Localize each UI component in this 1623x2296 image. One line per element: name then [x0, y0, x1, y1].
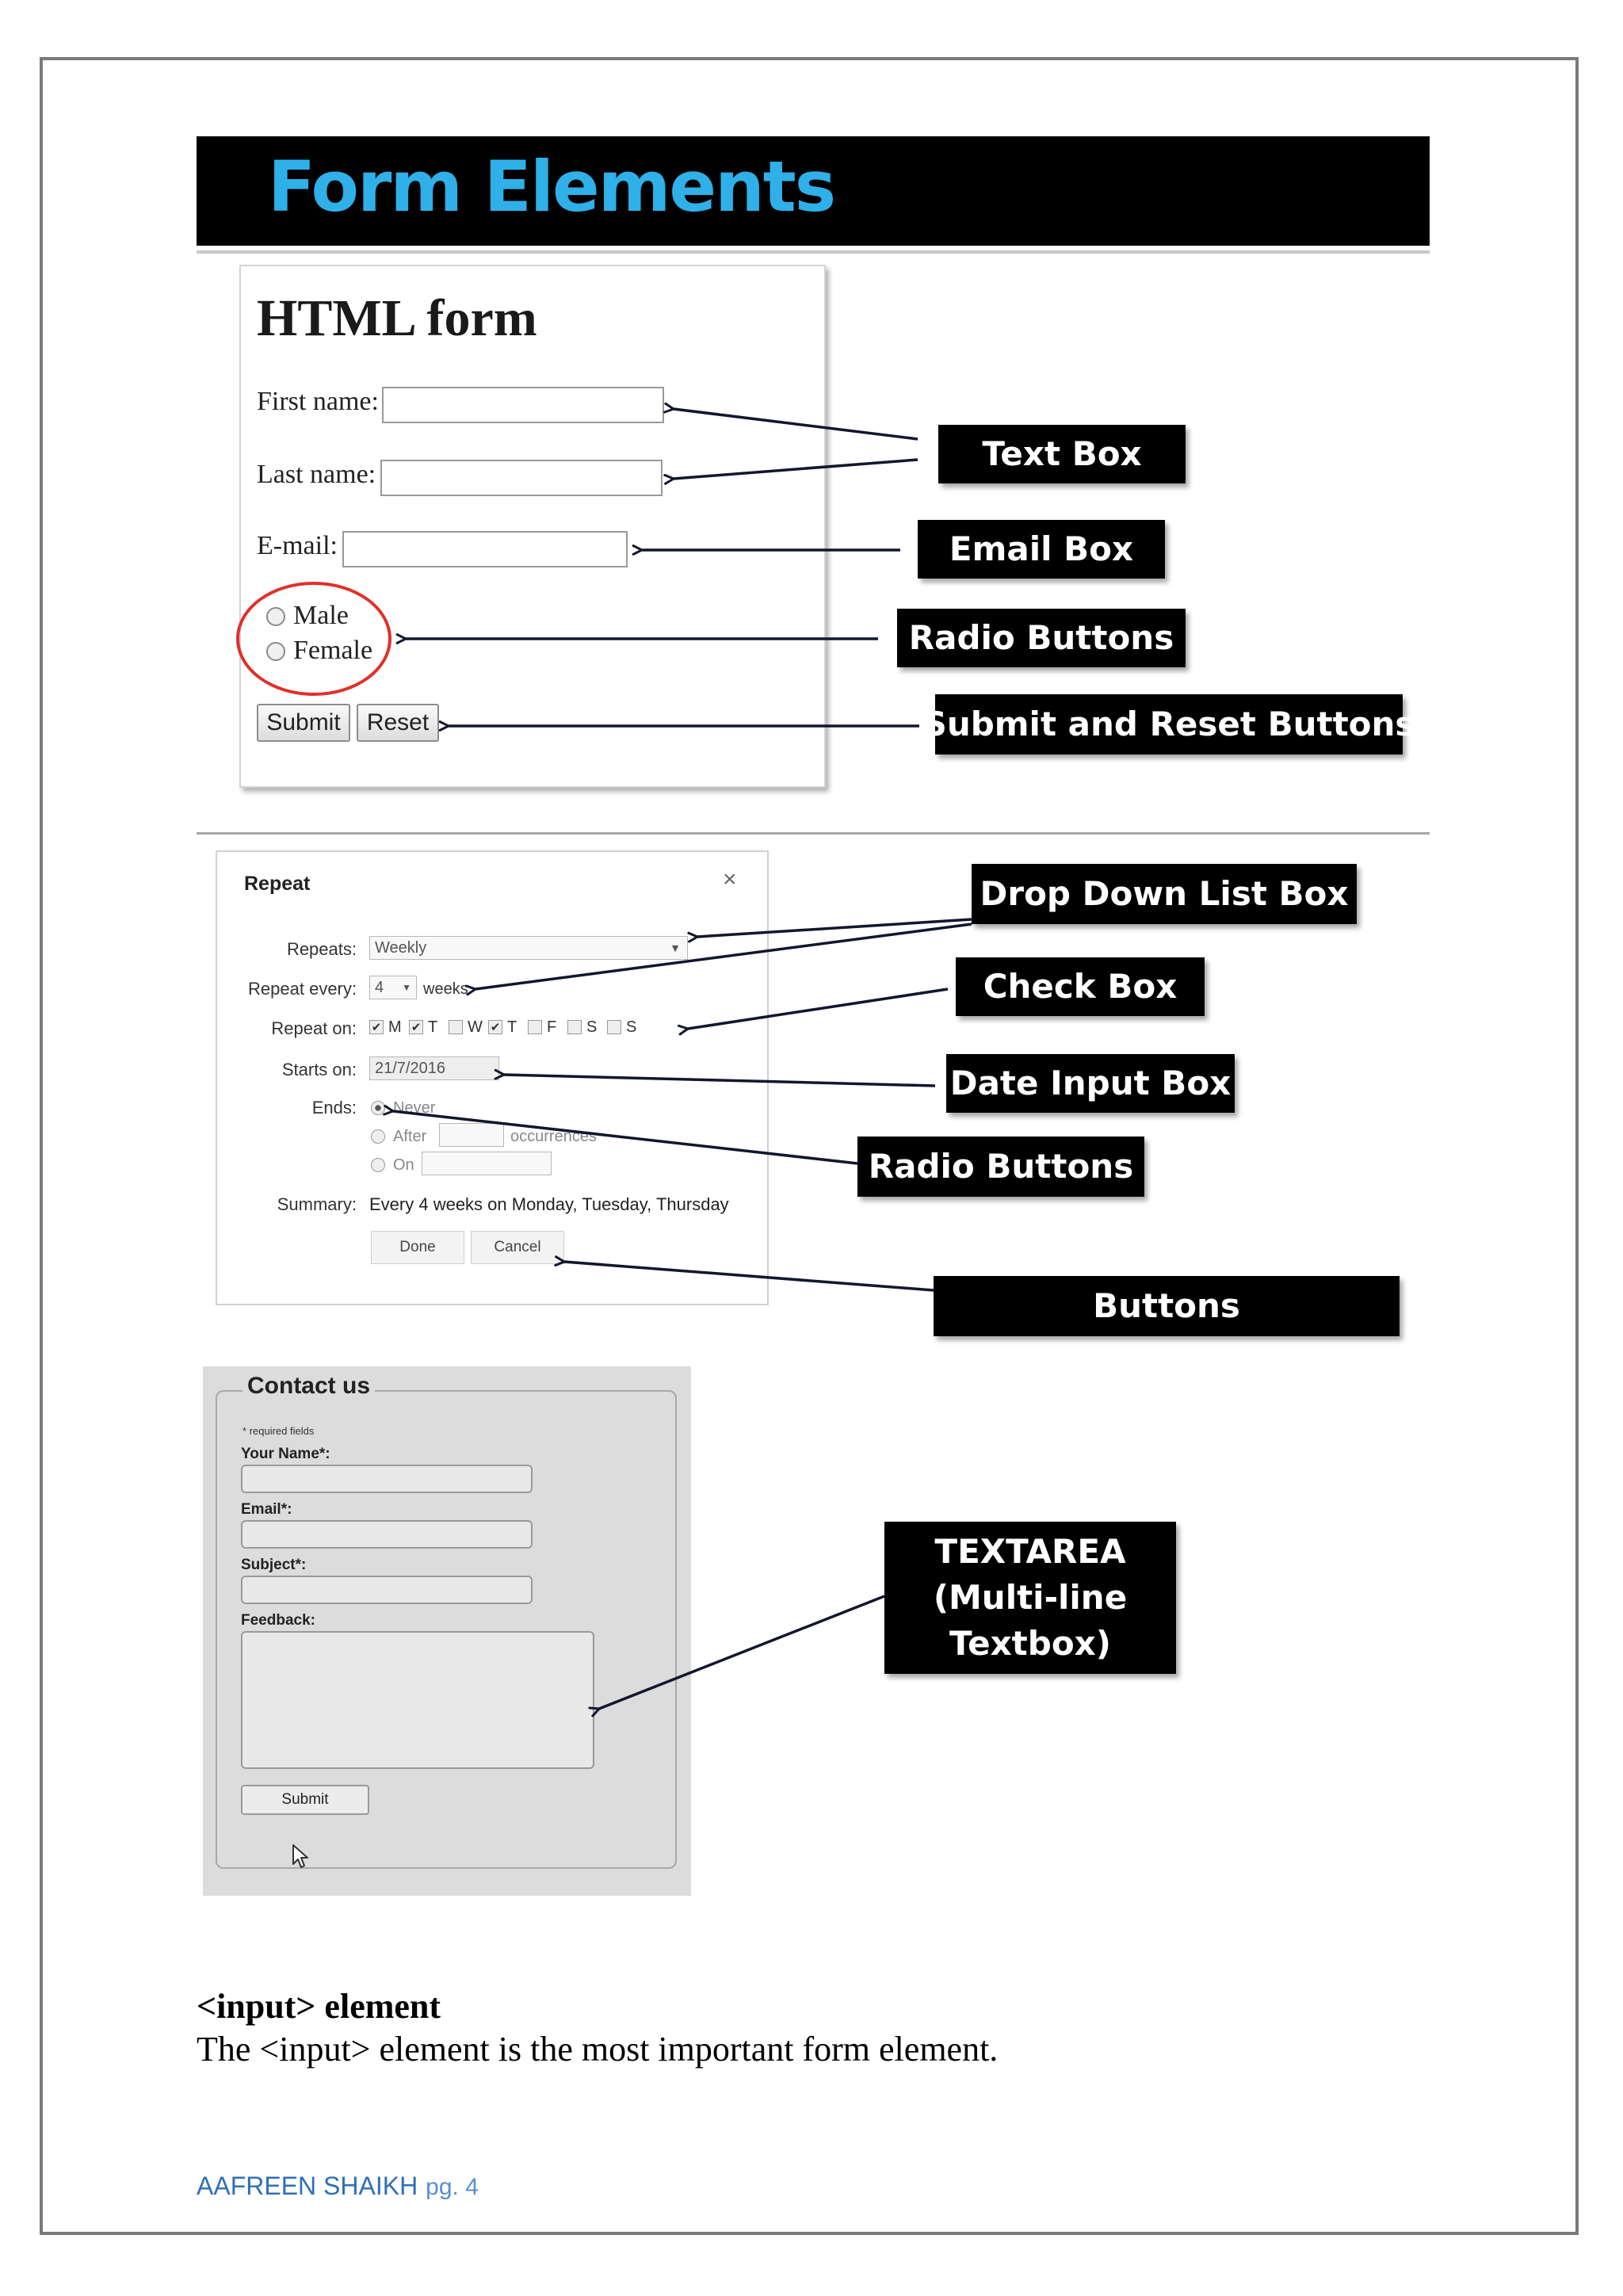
- input-element-description: The <input> element is the most important form element.: [197, 2030, 999, 2069]
- callout-buttons: Buttons: [934, 1276, 1400, 1336]
- arrow-last-name: [674, 460, 918, 479]
- summary-value: Every 4 weeks on Monday, Tuesday, Thursday: [369, 1194, 729, 1214]
- page-footer: [197, 2172, 479, 2201]
- callout-check-box: Check Box: [956, 957, 1205, 1016]
- day-label: S: [586, 1018, 598, 1036]
- done-button[interactable]: Done: [371, 1231, 464, 1264]
- email-label-contact: Email*:: [241, 1501, 292, 1518]
- callout-textarea-line2: (Multi-line: [933, 1578, 1128, 1617]
- subject-label: Subject*:: [241, 1557, 307, 1573]
- day-label: M: [388, 1018, 402, 1036]
- repeats-label: Repeats:: [286, 939, 357, 959]
- dropdown-arrow-icon: ▼: [670, 942, 681, 954]
- repeat-every-label: Repeat every:: [248, 979, 357, 999]
- contact-legend: Contact us: [242, 1373, 375, 1400]
- radio-female-label: Female: [293, 636, 373, 665]
- callout-radio-buttons-2: Radio Buttons: [857, 1137, 1144, 1197]
- day-checkbox[interactable]: ✔: [488, 1020, 502, 1034]
- occurrences-label: occurrences: [510, 1128, 597, 1145]
- reset-button[interactable]: Reset: [357, 704, 439, 742]
- email-label: E-mail:: [257, 531, 338, 560]
- weeks-label: weeks: [423, 980, 468, 998]
- arrow-textarea: [599, 1596, 884, 1709]
- ends-never-label: Never: [393, 1099, 436, 1117]
- callout-textarea-line3: Textbox): [949, 1624, 1111, 1663]
- ends-on-label: On: [393, 1156, 414, 1174]
- repeat-every-value: 4: [375, 979, 384, 996]
- dropdown-arrow-icon: ▼: [402, 982, 411, 993]
- arrow-buttons: [564, 1262, 934, 1290]
- day-checkbox[interactable]: ✔: [409, 1020, 423, 1034]
- day-label: F: [547, 1018, 557, 1036]
- repeat-on-label: Repeat on:: [271, 1018, 357, 1038]
- callout-email-box: Email Box: [918, 520, 1165, 579]
- day-checkbox[interactable]: ✔: [369, 1020, 384, 1034]
- arrow-dropdown-repeats: [697, 919, 972, 937]
- first-name-label: First name:: [257, 387, 379, 416]
- arrow-first-name: [674, 409, 918, 439]
- callout-radio-buttons-1: Radio Buttons: [897, 609, 1186, 667]
- starts-on-label: Starts on:: [281, 1060, 357, 1079]
- repeats-value: Weekly: [375, 939, 427, 957]
- callout-date-input: Date Input Box: [946, 1054, 1235, 1113]
- starts-on-input[interactable]: 21/7/2016: [369, 1056, 499, 1080]
- html-form-heading: HTML form: [257, 289, 537, 347]
- your-name-label: Your Name*:: [241, 1446, 330, 1462]
- arrow-date-input: [504, 1075, 935, 1086]
- day-label: W: [468, 1018, 483, 1036]
- arrow-radio-2: [393, 1111, 857, 1163]
- day-label: T: [428, 1018, 438, 1036]
- required-note: * required fields: [242, 1425, 315, 1437]
- callout-drop-down: Drop Down List Box: [972, 864, 1357, 924]
- summary-label: Summary:: [277, 1194, 357, 1214]
- ends-label: Ends:: [311, 1098, 357, 1117]
- callout-submit-reset: Submit and Reset Buttons: [935, 694, 1403, 755]
- day-label: S: [626, 1018, 637, 1036]
- contact-submit-button[interactable]: Submit: [241, 1785, 369, 1815]
- last-name-label: Last name:: [257, 460, 376, 489]
- banner-title: Form Elements: [268, 146, 835, 227]
- footer-page-number: pg. 4: [426, 2174, 479, 2200]
- repeat-dialog-title: Repeat: [244, 873, 311, 895]
- callout-textarea-line1: TEXTAREA: [934, 1532, 1126, 1571]
- submit-button[interactable]: Submit: [257, 704, 350, 742]
- callout-text-box: Text Box: [938, 425, 1186, 483]
- input-element-heading: <input> element: [197, 1987, 441, 2026]
- day-label: T: [507, 1018, 517, 1036]
- close-icon[interactable]: ×: [723, 866, 737, 892]
- footer-author: AAFREEN SHAIKH: [197, 2172, 418, 2200]
- feedback-label: Feedback:: [241, 1612, 315, 1629]
- cancel-button[interactable]: Cancel: [471, 1231, 564, 1264]
- radio-male-label: Male: [293, 601, 349, 630]
- arrow-check-box: [688, 989, 948, 1029]
- ends-after-label: After: [393, 1128, 427, 1145]
